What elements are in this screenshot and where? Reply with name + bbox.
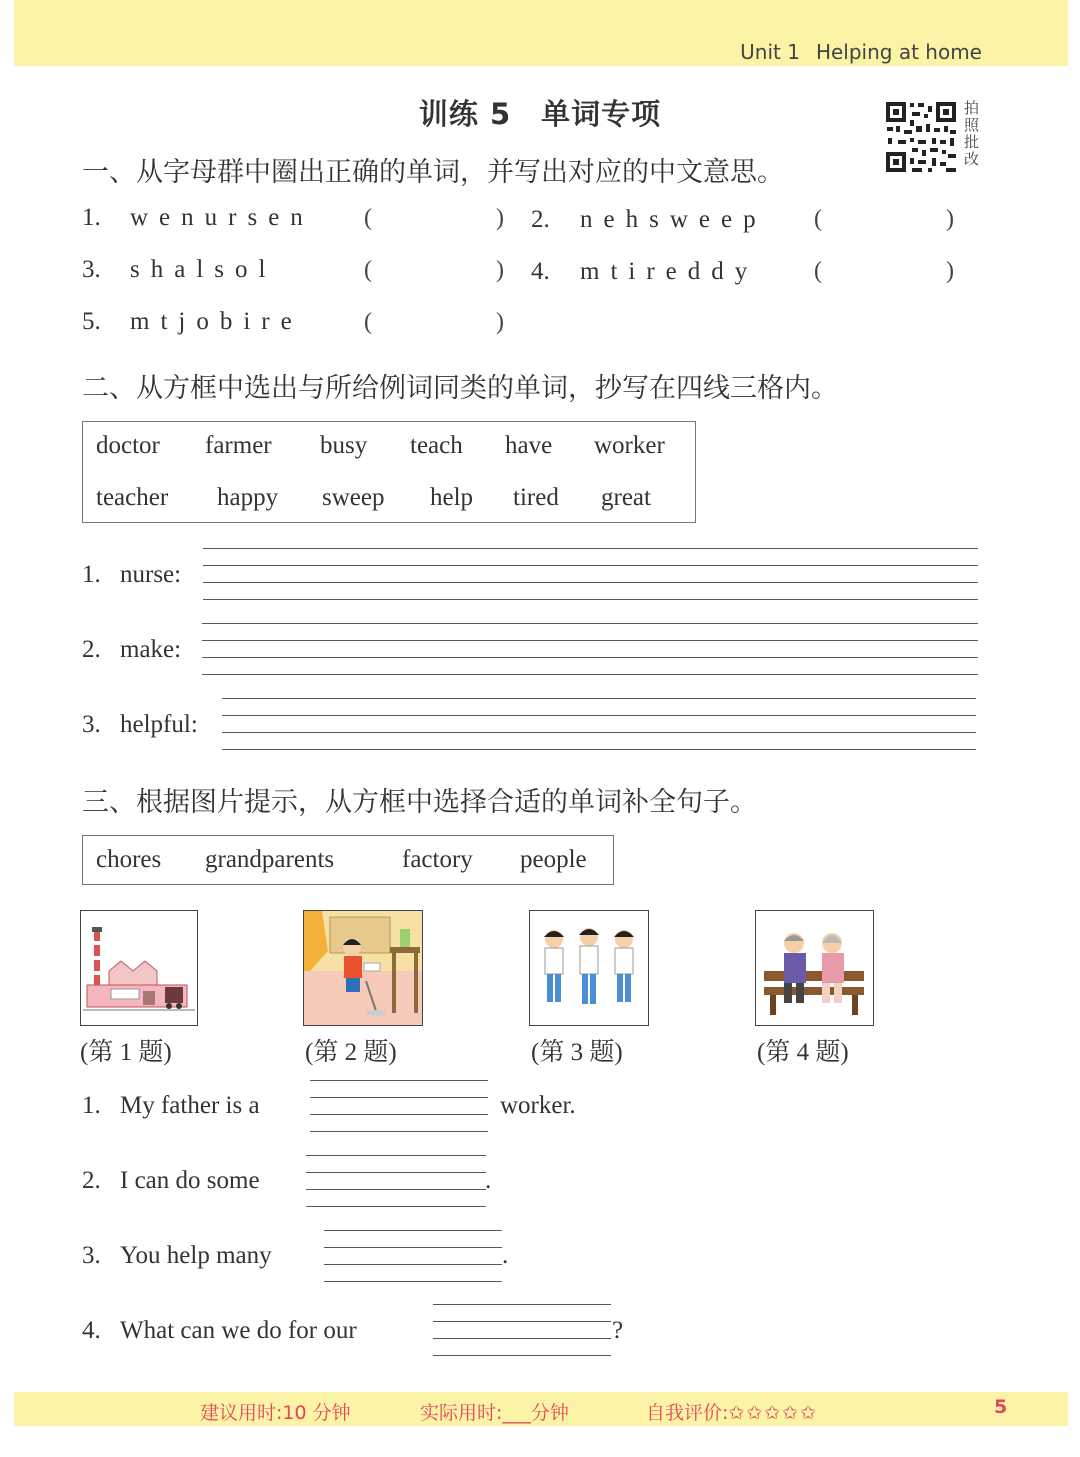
box1-word: busy [320, 432, 368, 459]
unit-title: Helping at home [815, 40, 982, 64]
box1-word: sweep [322, 484, 385, 511]
writing-line [306, 1172, 486, 1173]
s1-item2-paren-close: ) [946, 206, 954, 232]
caption-4: (第 4 题) [757, 1039, 849, 1066]
s3-sentence1-text: My father is a [120, 1092, 260, 1119]
s1-item1-paren-close: ) [496, 205, 504, 231]
answer-line[interactable] [310, 1114, 488, 1115]
box1-word: doctor [96, 432, 160, 459]
writing-line [433, 1304, 611, 1305]
people-picture [529, 910, 649, 1026]
box2-word: grandparents [205, 846, 335, 873]
writing-line [202, 640, 978, 641]
suggested-time: 建议用时:10 分钟 [200, 1402, 351, 1424]
section3-heading: 三、根据图片提示，从方框中选择合适的单词补全句子。 [82, 787, 757, 818]
box2-word: chores [96, 846, 162, 873]
unit-header [740, 40, 982, 64]
s1-item5-letters: mtjobire [130, 308, 303, 335]
s1-item3-num: 3. [82, 256, 101, 283]
answer-line[interactable] [306, 1189, 486, 1190]
s2-prompt3-num: 3. [82, 711, 101, 738]
caption-1: (第 1 题) [80, 1039, 172, 1066]
s1-item5-num: 5. [82, 308, 101, 335]
s2-prompt2-num: 2. [82, 636, 101, 663]
box1-word: great [601, 484, 651, 511]
s3-sentence1-after: worker. [500, 1092, 576, 1119]
box1-word: tired [513, 484, 559, 511]
s1-item1-paren-open: ( [364, 205, 372, 231]
section1-heading: 一、从字母群中圈出正确的单词，并写出对应的中文意思。 [82, 157, 784, 188]
s3-sentence1-num: 1. [82, 1092, 101, 1119]
s1-item4-paren-close: ) [946, 258, 954, 284]
writing-line [203, 599, 978, 600]
s3-sentence3-text: You help many [120, 1242, 272, 1269]
writing-line [324, 1247, 502, 1248]
s1-item3-paren-close: ) [496, 257, 504, 283]
s1-item4-num: 4. [531, 258, 550, 285]
writing-line [324, 1281, 502, 1282]
writing-line [306, 1155, 486, 1156]
box1-word: worker [594, 432, 665, 459]
box1-word: farmer [205, 432, 272, 459]
writing-line [203, 565, 978, 566]
writing-line [222, 749, 976, 750]
writing-line[interactable] [222, 732, 976, 733]
s3-sentence2-after: . [485, 1167, 492, 1194]
qr-label: 拍照批改 [964, 99, 980, 168]
writing-line [222, 715, 976, 716]
box2-word: people [520, 846, 587, 873]
grandparents-picture [755, 910, 874, 1026]
writing-line[interactable] [203, 582, 978, 583]
answer-line[interactable] [433, 1338, 611, 1339]
factory-picture [80, 910, 198, 1026]
s1-item4-paren-open: ( [814, 258, 822, 284]
s1-item1-num: 1. [82, 204, 101, 231]
writing-line [202, 623, 978, 624]
writing-line[interactable] [202, 657, 978, 658]
s1-item3-letters: shalsol [130, 256, 277, 283]
self-evaluation [646, 1398, 818, 1425]
writing-line [433, 1321, 611, 1322]
self-eval-label: 自我评价: [646, 1402, 729, 1424]
s3-sentence4-after: ? [612, 1317, 624, 1344]
s1-item2-num: 2. [531, 206, 550, 233]
box1-word: teacher [96, 484, 169, 511]
writing-line [324, 1230, 502, 1231]
writing-line [203, 548, 978, 549]
section2-heading: 二、从方框中选出与所给例词同类的单词，抄写在四线三格内。 [82, 373, 838, 404]
actual-time: 实际用时:___分钟 [420, 1402, 569, 1424]
writing-line [310, 1080, 488, 1081]
s3-sentence2-num: 2. [82, 1167, 101, 1194]
s1-item1-letters: wenursen [130, 204, 314, 231]
s3-sentence4-num: 4. [82, 1317, 101, 1344]
s1-item5-paren-open: ( [364, 309, 372, 335]
writing-line [306, 1206, 486, 1207]
s2-prompt2-word: make: [120, 636, 182, 663]
s3-sentence4-text: What can we do for our [120, 1317, 357, 1344]
s1-item5-paren-close: ) [496, 309, 504, 335]
box1-word: happy [217, 484, 279, 511]
s2-prompt1-num: 1. [82, 561, 101, 588]
box2-word: factory [402, 846, 473, 873]
chores-picture [303, 910, 423, 1026]
writing-line [222, 698, 976, 699]
unit-number: Unit 1 [740, 40, 800, 64]
box1-word: help [430, 484, 474, 511]
s1-item2-letters: nehsweep [580, 206, 767, 233]
answer-line[interactable] [324, 1264, 502, 1265]
s2-prompt1-word: nurse: [120, 561, 182, 588]
box1-word: have [505, 432, 553, 459]
box1-word: teach [410, 432, 463, 459]
s3-sentence2-text: I can do some [120, 1167, 260, 1194]
title-part1: 训练 5 [418, 97, 512, 131]
writing-line [310, 1097, 488, 1098]
writing-line [202, 674, 978, 675]
writing-line [310, 1131, 488, 1132]
s1-item2-paren-open: ( [814, 206, 822, 232]
s1-item3-paren-open: ( [364, 257, 372, 283]
s1-item4-letters: mtireddy [580, 258, 759, 285]
page-number: 5 [994, 1396, 1008, 1418]
qr-code-icon[interactable] [884, 100, 958, 174]
caption-3: (第 3 题) [531, 1039, 623, 1066]
s3-sentence3-num: 3. [82, 1242, 101, 1269]
s2-prompt3-word: helpful: [120, 711, 198, 738]
caption-2: (第 2 题) [305, 1039, 397, 1066]
writing-line [433, 1355, 611, 1356]
title-part2: 单词专项 [541, 97, 662, 131]
s3-sentence3-after: . [502, 1242, 509, 1269]
rating-stars-icon[interactable]: ✩✩✩✩✩ [728, 1402, 819, 1424]
